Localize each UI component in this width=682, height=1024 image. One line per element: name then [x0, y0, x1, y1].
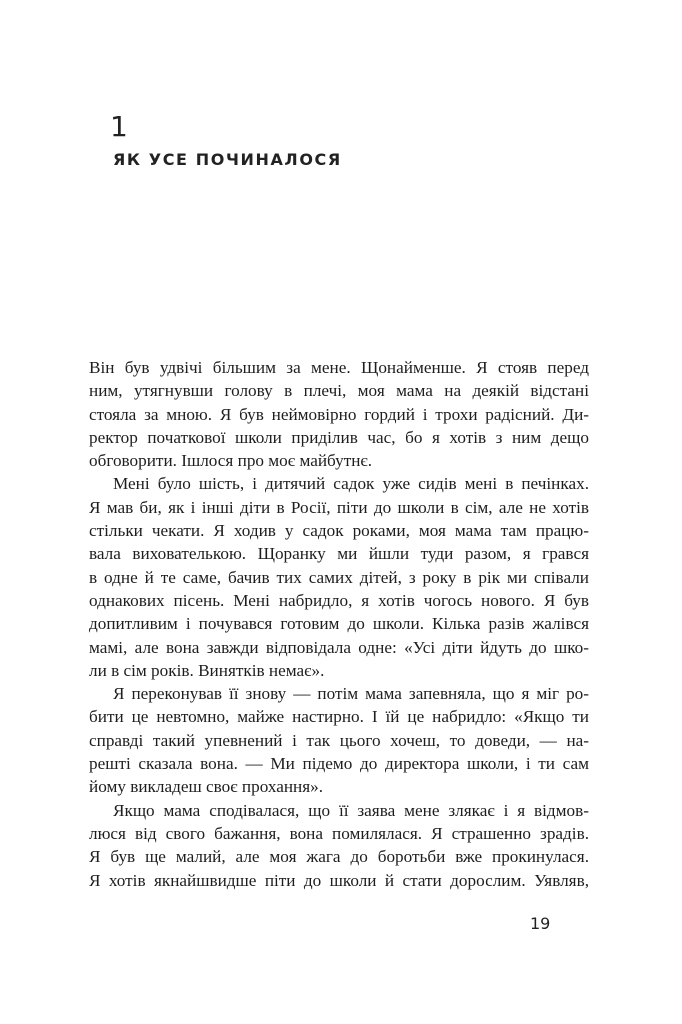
text-line: Я хотів якнайшвидше піти до школи й стати дорослим. Уявляв,: [89, 870, 589, 890]
text-line: стільки чекати. Я ходив у садок роками, моя мама там працю-: [89, 521, 589, 541]
text-line: ним, утягнувши голову в плечі, моя мама на деякій відстані: [89, 381, 589, 401]
page-number: 19: [530, 914, 551, 933]
text-line: допитливим і почувався готовим до школи. Кілька разів жалівся: [89, 614, 589, 634]
text-line: в одне й те саме, бачив тих самих дітей, з року в рік ми співали: [89, 567, 589, 587]
text-line: Мені було шість, і дитячий садок уже сидів мені в печінках.: [113, 474, 589, 494]
text-line: Я переконував її знову — потім мама запевняла, що я міг ро-: [113, 684, 589, 704]
chapter-title: ЯК УСЕ ПОЧИНАЛОСЯ: [113, 150, 342, 169]
text-line: мамі, але вона завжди відповідала одне: «Усі діти йдуть до шко-: [89, 637, 589, 657]
text-line: обговорити. Ішлося про моє майбутнє.: [89, 451, 373, 471]
text-line: Я був ще малий, але моя жага до боротьби вже прокинулася.: [89, 847, 589, 867]
text-line: Я мав би, як і інші діти в Росії, піти до школи в сім, але не хотів: [89, 497, 589, 517]
text-line: справді такий упевнений і так цього хочеш, то доведи, — на-: [89, 730, 589, 750]
body-text: [89, 356, 589, 892]
text-line: йому викладеш своє прохання».: [89, 777, 324, 797]
text-line: однакових пісень. Мені набридло, я хотів чогось нового. Я був: [89, 590, 589, 610]
text-line: решті сказала вона. — Ми підемо до директора школи, і ти сам: [89, 754, 589, 774]
text-line: бити це невтомно, майже настирно. І їй це набридло: «Якщо ти: [89, 707, 589, 727]
text-line: люся від свого бажання, вона помилялася. Я страшенно зрадів.: [89, 823, 589, 843]
text-line: вала вихователькою. Щоранку ми йшли туди разом, я грався: [89, 544, 589, 564]
text-line: Він був удвічі більшим за мене. Щонайменше. Я стояв перед: [89, 358, 589, 377]
text-line: Якщо мама сподівалася, що її заява мене злякає і я відмов-: [113, 800, 589, 820]
text-line: ли в сім років. Винятків немає».: [89, 660, 325, 680]
text-line: стояла за мною. Я був неймовірно гордий і трохи радісний. Ди-: [89, 404, 589, 424]
text-line: ректор початкової школи приділив час, бо я хотів з ним дещо: [89, 427, 589, 447]
chapter-number: 1: [110, 110, 128, 143]
